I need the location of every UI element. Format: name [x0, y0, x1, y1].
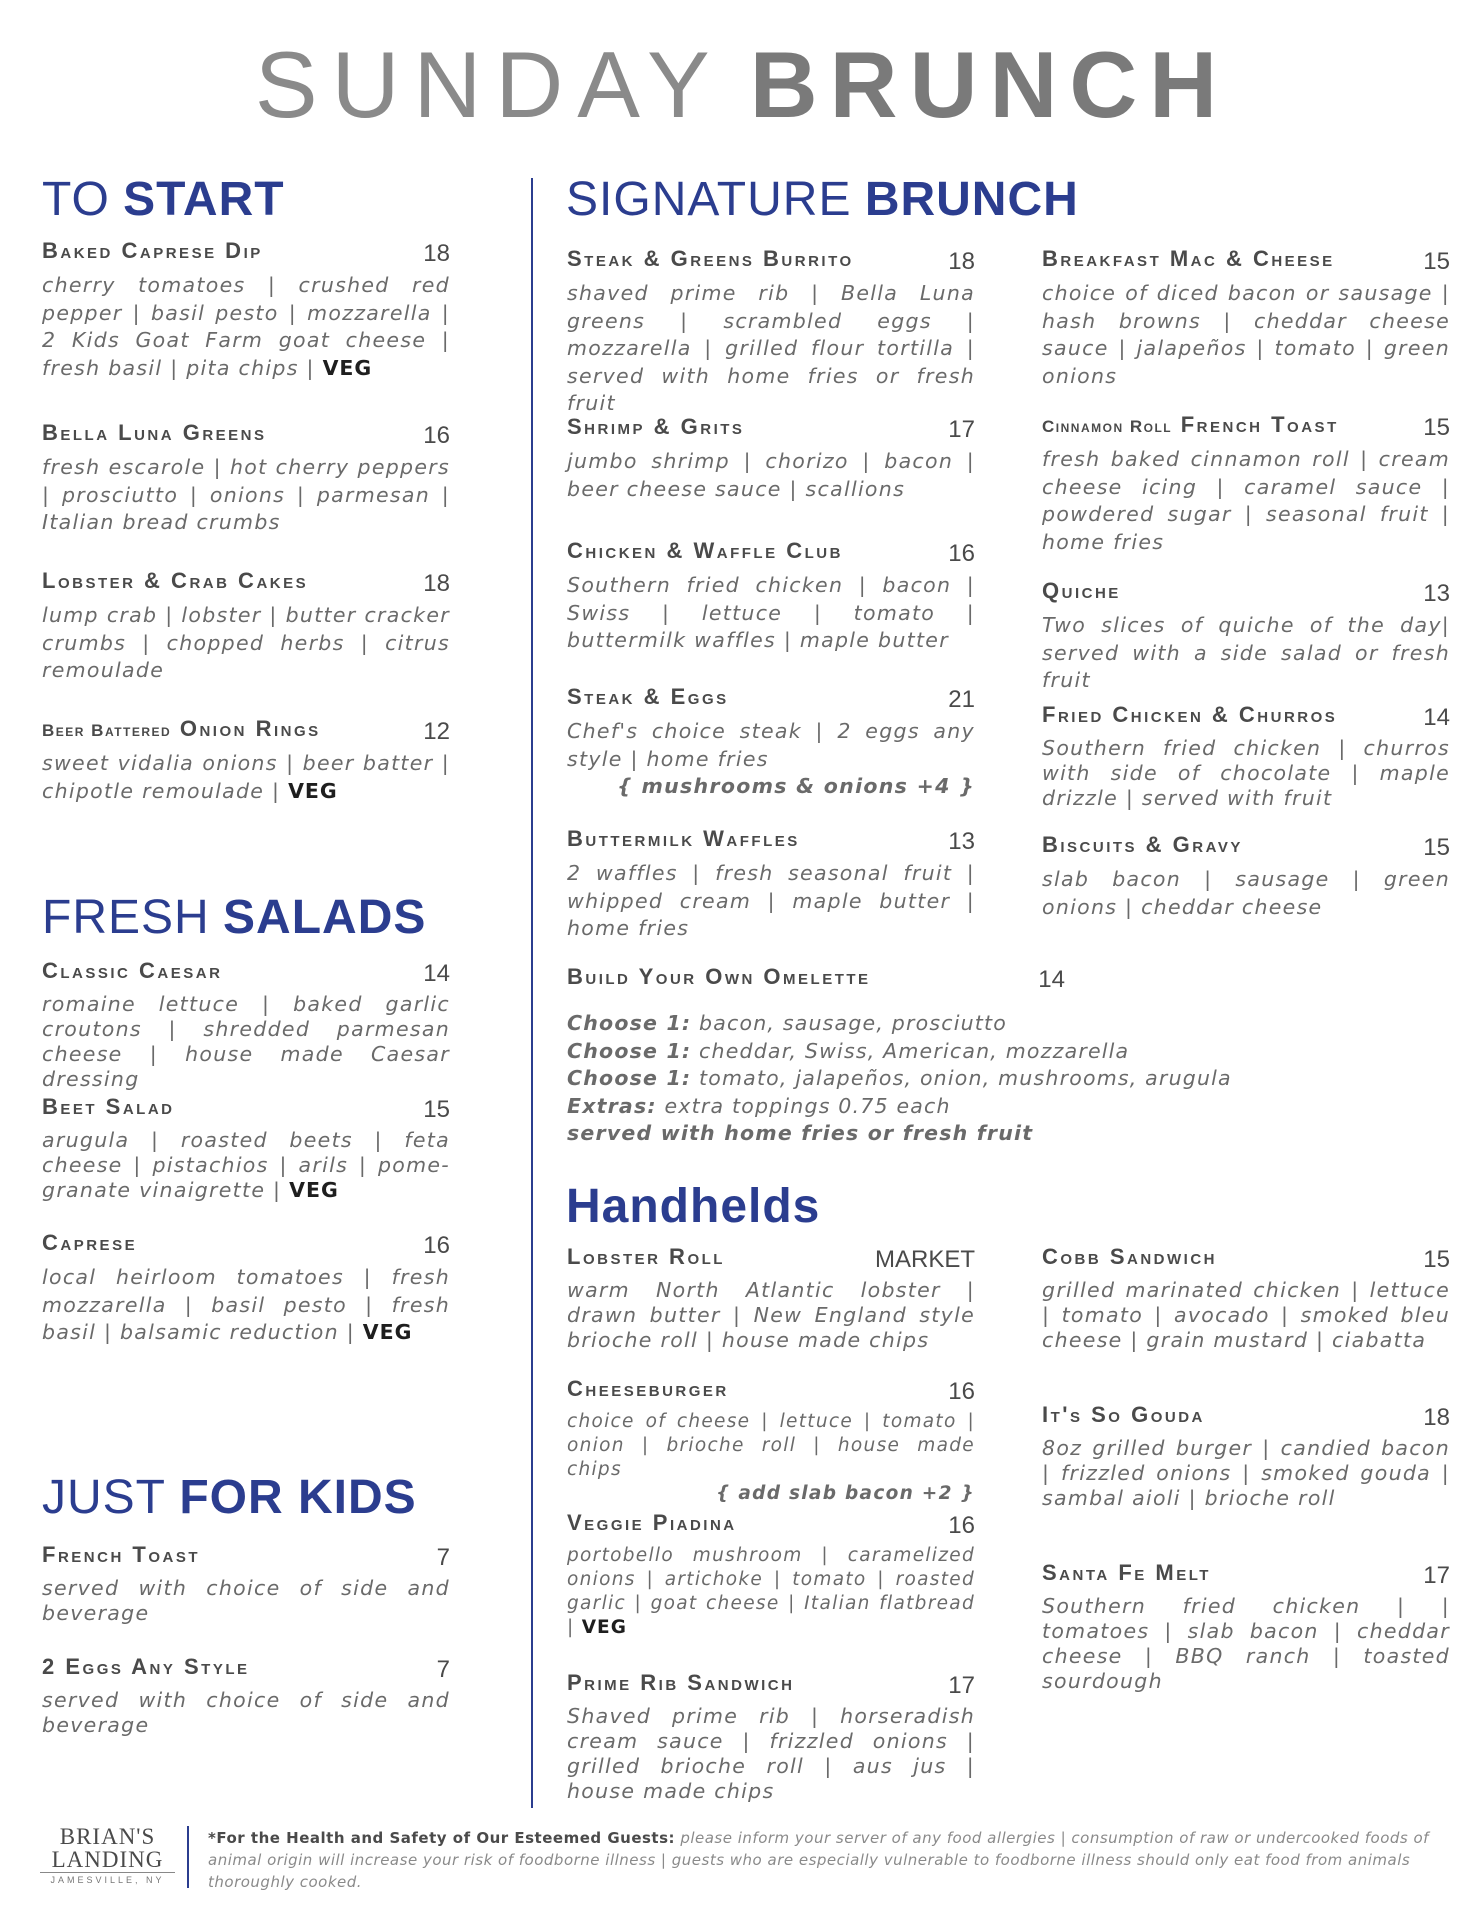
item-description-text: Chef's choice steak | 2 eggs any style | home fries [567, 719, 975, 771]
menu-item [567, 684, 975, 801]
item-price: 21 [948, 686, 975, 713]
item-name: Cheeseburger [567, 1376, 729, 1401]
item-price: MARKET [874, 1246, 975, 1273]
menu-item [1042, 1560, 1450, 1694]
item-description: fresh escarole | hot cherry peppers | prosciutto | onions | parmesan | Italian bread crumbs [42, 455, 450, 534]
menu-item [567, 1376, 975, 1506]
item-price: 13 [1423, 580, 1450, 607]
item-name: Beet Salad [42, 1094, 175, 1119]
column-divider [531, 178, 533, 1808]
footer-divider [187, 1826, 189, 1888]
menu-item [42, 1094, 450, 1203]
section-title-handhelds: Handhelds [566, 1180, 821, 1233]
item-price: 16 [423, 1232, 450, 1259]
item-name: Steak & Eggs [567, 684, 729, 709]
item-price: 16 [948, 540, 975, 567]
item-description: 8oz grilled burger | candied bacon | frizzled onions | smoked gouda | sambal aioli | brioche roll [1042, 1436, 1450, 1510]
menu-item [42, 568, 450, 685]
section-title-light: JUST [42, 1471, 166, 1524]
item-price: 18 [1423, 1404, 1450, 1431]
section-title-bold: BRUNCH [864, 173, 1079, 226]
item-addon: { add slab bacon +2 } [716, 1483, 975, 1504]
item-price: 7 [436, 1656, 450, 1683]
item-description: 2 waffles | fresh seasonal fruit | whipped cream | maple butter | home fries [567, 861, 975, 940]
item-name: Veggie Piadina [567, 1510, 737, 1535]
omelette-note: served with home fries or fresh fruit [567, 1121, 1034, 1145]
item-name: Quiche [1042, 578, 1121, 603]
menu-item [567, 826, 975, 943]
logo-line-2: LANDING [40, 1848, 175, 1873]
section-title-light: FRESH [42, 891, 210, 944]
section-title-light: SIGNATURE [566, 173, 852, 226]
menu-item [42, 958, 450, 1092]
section-title-light: TO [42, 173, 110, 226]
item-price: 15 [423, 1096, 450, 1123]
logo-location: JAMESVILLE, NY [50, 1875, 165, 1885]
item-name: Bella Luna Greens [42, 420, 267, 445]
disclaimer-heading: *For the Health and Safety of Our Esteemed Guests: [208, 1829, 676, 1847]
item-description-text: cherry tomatoes | crushed red pepper | basil pesto | mozzarella | 2 Kids Goat Farm goat cheese | fresh basil | pita chips | [42, 273, 450, 380]
menu-item [1042, 412, 1450, 556]
item-name-prefix: Beer Battered [42, 721, 172, 740]
item-description [567, 1544, 975, 1640]
menu-item [1042, 578, 1450, 695]
omelette-line-text: extra toppings 0.75 each [664, 1093, 951, 1118]
item-name: Build Your Own Omelette [567, 964, 871, 989]
item-name: Prime Rib Sandwich [567, 1670, 795, 1695]
item-description: Southern fried chicken | churros with side of chocolate | maple drizzle | served with fruit [1042, 736, 1450, 810]
veg-tag: VEG [581, 1617, 627, 1638]
omelette-line-text: bacon, sausage, prosciutto [699, 1011, 1008, 1035]
menu-item [42, 1654, 450, 1738]
logo-line-1: BRIAN'S [59, 1824, 156, 1849]
item-price: 15 [1423, 834, 1450, 861]
item-price: 18 [423, 240, 450, 267]
section-title-signature [566, 173, 1079, 226]
item-price: 16 [948, 1378, 975, 1405]
menu-item [42, 1542, 450, 1626]
menu-item [567, 1244, 975, 1353]
item-description [567, 718, 975, 801]
menu-title [0, 32, 1484, 137]
item-name: Biscuits & Gravy [1042, 832, 1243, 857]
item-name: Lobster Roll [567, 1244, 725, 1269]
item-name-main: French Toast [1180, 412, 1339, 437]
item-description: Southern fried chicken | | tomatoes | slab bacon | cheddar cheese | BBQ ranch | toasted sourdough [1042, 1594, 1450, 1693]
item-description-text: choice of cheese | lettuce | tomato | onion | brioche roll | house made chips [567, 1411, 975, 1480]
item-price: 13 [948, 828, 975, 855]
item-description-text: arugula | roasted beets | feta cheese | pistachios | arils | pome-granate vinaigrette | [42, 1128, 450, 1202]
item-name: Caprese [42, 1230, 138, 1255]
item-name: Baked Caprese Dip [42, 238, 263, 263]
item-description: shaved prime rib | Bella Luna greens | scrambled eggs | mozzarella | grilled flour tortilla | served with home fries or fresh fruit [567, 281, 975, 415]
omelette-line-label: Choose 1: [567, 1066, 692, 1090]
item-description: served with choice of side and beverage [42, 1688, 450, 1737]
item-description: romaine lettuce | baked garlic croutons | shredded parmesan cheese | house made Caesar dressing [42, 992, 450, 1091]
item-description [42, 1264, 450, 1347]
disclaimer-text: please inform your server of any food allergies | consumption of raw or undercooked foods of animal origin will increase your risk of foodborne illness | guests who are especially vulnerable to foodborne illness should only eat food from animals thoroughly cooked. [208, 1829, 1429, 1891]
omelette-line [567, 1010, 1232, 1038]
menu-item [1042, 832, 1450, 921]
omelette-line-text: cheddar, Swiss, American, mozzarella [699, 1038, 1130, 1063]
menu-item [1042, 702, 1450, 811]
item-price: 14 [1423, 704, 1450, 731]
item-price: 16 [948, 1512, 975, 1539]
veg-tag: VEG [288, 778, 338, 803]
item-description: Shaved prime rib | horseradish cream sauce | frizzled onions | grilled brioche roll | aus jus | house made chips [567, 1704, 975, 1803]
item-description: Two slices of quiche of the day| served with a side salad or fresh fruit [1042, 613, 1450, 692]
item-price: 14 [1038, 966, 1065, 993]
omelette-line-label: Choose 1: [567, 1038, 692, 1063]
menu-item [567, 1670, 975, 1804]
veg-tag: VEG [322, 355, 373, 380]
item-price: 7 [436, 1544, 450, 1571]
item-name: Steak & Greens Burrito [567, 246, 854, 271]
menu-item [567, 246, 975, 418]
menu-title-bold: BRUNCH [749, 32, 1230, 137]
menu-item [1042, 1402, 1450, 1511]
item-name-prefix: Cinnamon Roll [1042, 417, 1173, 436]
item-description: Southern fried chicken | bacon | Swiss | lettuce | tomato | buttermilk waffles | maple butter [567, 573, 975, 652]
item-price: 14 [423, 960, 450, 987]
restaurant-logo [40, 1826, 175, 1887]
item-name-main: Onion Rings [179, 716, 321, 741]
item-name [42, 716, 321, 742]
omelette-line [567, 1038, 1232, 1066]
section-title-fresh-salads [42, 891, 427, 944]
section-title-to-start [42, 173, 285, 226]
item-description: jumbo shrimp | chorizo | bacon | beer cheese sauce | scallions [567, 449, 975, 501]
section-title-bold: FOR KIDS [179, 1471, 417, 1524]
omelette-line [567, 1065, 1232, 1093]
item-name: Classic Caesar [42, 958, 223, 983]
omelette-options [567, 1010, 1232, 1148]
item-name: Santa Fe Melt [1042, 1560, 1211, 1585]
menu-item [42, 1230, 450, 1347]
item-name: 2 Eggs Any Style [42, 1654, 250, 1679]
item-price: 17 [948, 416, 975, 443]
section-title-kids [42, 1471, 417, 1524]
item-name: Cobb Sandwich [1042, 1244, 1217, 1269]
item-description-text: sweet vidalia onions | beer batter | chipotle remoulade | [42, 751, 450, 803]
item-name: Breakfast Mac & Cheese [1042, 246, 1335, 271]
menu-item [567, 1510, 975, 1640]
item-price: 16 [423, 422, 450, 449]
menu-item [42, 420, 450, 537]
item-name: Lobster & Crab Cakes [42, 568, 309, 593]
section-title-bold: SALADS [223, 891, 427, 944]
item-price: 18 [423, 570, 450, 597]
health-disclaimer [208, 1827, 1448, 1893]
menu-item [567, 538, 975, 655]
item-name: Fried Chicken & Churros [1042, 702, 1338, 727]
item-description: choice of diced bacon or sausage | hash browns | cheddar cheese sauce | jalapeños | tomato | green onions [1042, 281, 1450, 388]
item-description: fresh baked cinnamon roll | cream cheese icing | caramel sauce | powdered sugar | seasonal fruit | home fries [1042, 447, 1450, 554]
menu-item [42, 238, 450, 382]
item-price: 18 [948, 248, 975, 275]
item-price: 12 [423, 718, 450, 745]
item-name: Chicken & Waffle Club [567, 538, 843, 563]
item-price: 15 [1423, 414, 1450, 441]
omelette-line [567, 1093, 1232, 1121]
item-description: slab bacon | sausage | green onions | cheddar cheese [1042, 867, 1450, 919]
item-name: Buttermilk Waffles [567, 826, 800, 851]
item-description-text: portobello mushroom | caramelized onions | artichoke | tomato | roasted garlic | goat cheese | Italian flatbread | [567, 1545, 975, 1638]
item-price: 15 [1423, 248, 1450, 275]
item-description [42, 272, 450, 382]
menu-item [42, 716, 450, 805]
item-description-text: local heirloom tomatoes | fresh mozzarella | basil pesto | fresh basil | balsamic reduction | [42, 1265, 450, 1344]
section-title-bold: START [123, 173, 285, 226]
item-name: French Toast [42, 1542, 200, 1567]
item-addon: { mushrooms & onions +4 } [617, 774, 975, 798]
menu-item [567, 414, 975, 503]
omelette-line-label: Choose 1: [567, 1011, 692, 1035]
menu-title-light: SUNDAY [254, 32, 724, 137]
item-name: It's So Gouda [1042, 1402, 1205, 1427]
veg-tag: VEG [362, 1320, 413, 1344]
omelette-line-text: tomato, jalapeños, onion, mushrooms, arugula [699, 1066, 1232, 1090]
item-name: Shrimp & Grits [567, 414, 745, 439]
item-description [42, 1128, 450, 1203]
item-description [567, 1410, 975, 1506]
item-description: lump crab | lobster | butter cracker crumbs | chopped herbs | citrus remoulade [42, 603, 450, 682]
item-description: grilled marinated chicken | lettuce | tomato | avocado | smoked bleu cheese | grain mustard | ciabatta [1042, 1278, 1450, 1352]
item-description: served with choice of side and beverage [42, 1576, 450, 1625]
item-price: 17 [948, 1672, 975, 1699]
menu-item [1042, 1244, 1450, 1353]
item-price: 15 [1423, 1246, 1450, 1273]
veg-tag: VEG [289, 1178, 339, 1202]
item-name [1042, 412, 1339, 438]
menu-item [1042, 246, 1450, 390]
item-price: 17 [1423, 1562, 1450, 1589]
omelette-line-label: Extras: [567, 1093, 657, 1118]
item-description: warm North Atlantic lobster | drawn butter | New England style brioche roll | house made chips [567, 1278, 975, 1352]
item-description [42, 750, 450, 805]
omelette-item [567, 964, 1065, 998]
